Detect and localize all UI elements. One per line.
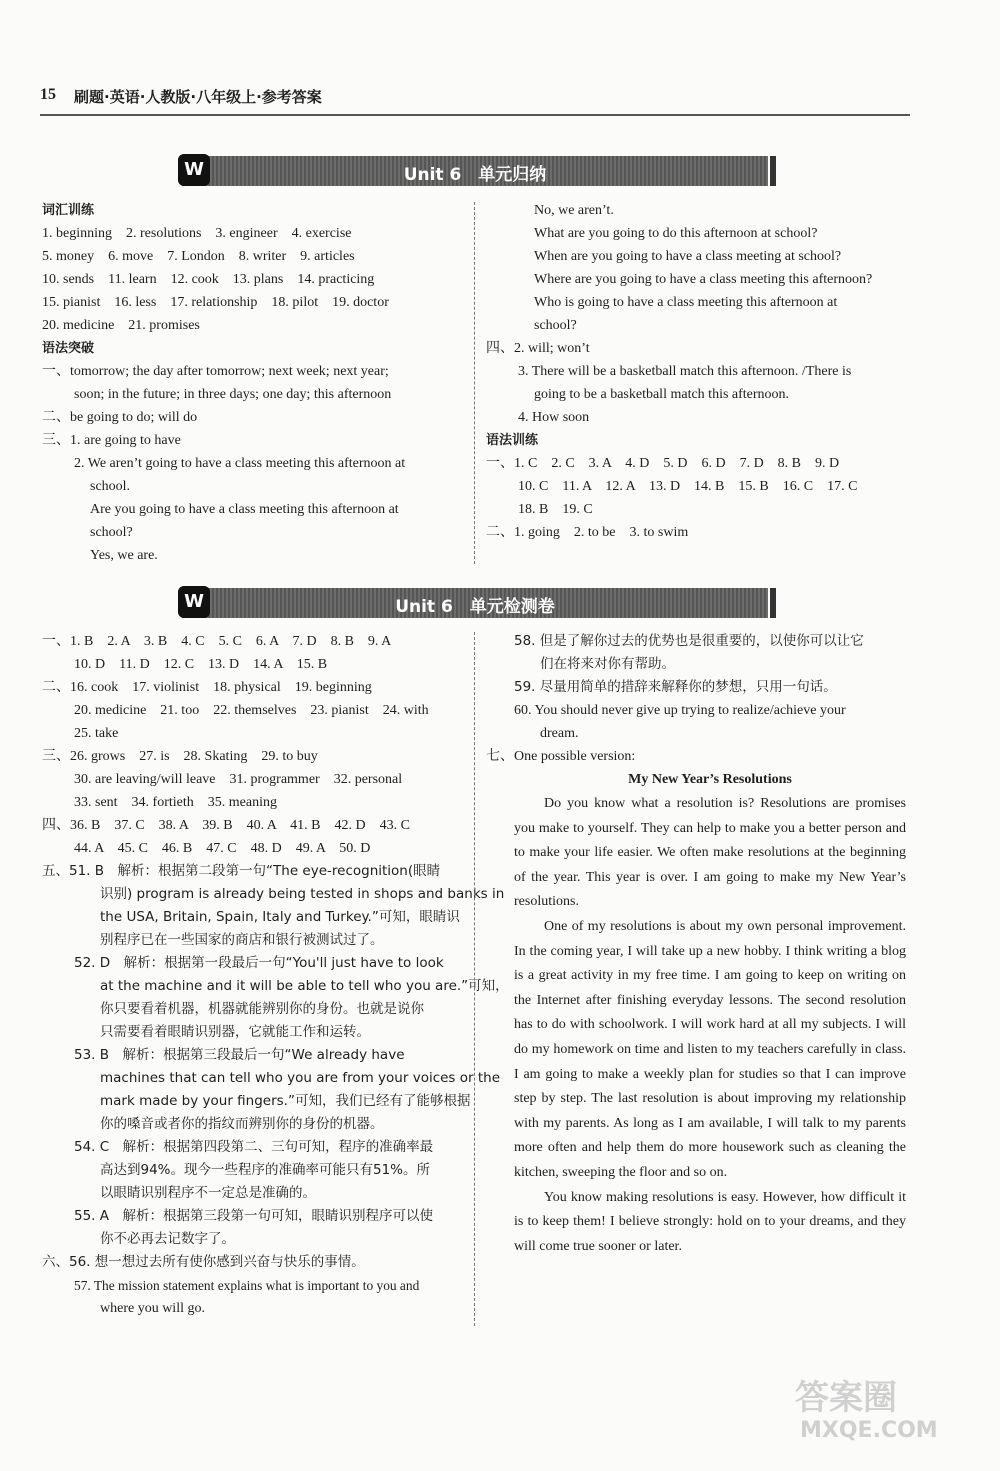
- answer-line: 一、1. C 2. C 3. A 4. D 5. D 6. D 7. D 8. B 9. D: [486, 456, 840, 471]
- answer-line: at the machine and it will be able to tell who you are.”可知，: [100, 978, 509, 994]
- subheading: 语法训练: [486, 433, 539, 448]
- answer-line: 一、tomorrow; the day after tomorrow; next week; next year;: [42, 364, 389, 379]
- summary-left-column: [42, 199, 467, 567]
- answer-line: school?: [90, 525, 133, 540]
- answer-line: mark made by your fingers.”可知，我们已经有了能够根据: [100, 1093, 471, 1109]
- answer-line: 二、1. going 2. to be 3. to swim: [486, 525, 689, 540]
- page-header: [40, 86, 960, 118]
- answer-line: 54. C 解析：根据第四段第二、三句可知，程序的准确率最: [74, 1139, 434, 1155]
- section-title: Unit 6 单元归纳: [403, 165, 547, 185]
- banner-end-bar: [770, 156, 776, 186]
- answer-line: 你只要看着机器，机器就能辨别你的身份。也就是说你: [100, 1001, 424, 1017]
- section-banner-summary: [182, 156, 768, 186]
- answer-line: 一、1. B 2. A 3. B 4. C 5. C 6. A 7. D 8. B 9. A: [42, 634, 392, 649]
- answer-line: school.: [90, 479, 131, 494]
- essay-paragraph: You know making resolutions is easy. However, how difficult it is to keep them! I believe strongly: hold on to your dreams, and they will come true sooner or later.: [514, 1189, 906, 1254]
- answer-line: 15. pianist 16. less 17. relationship 18. pilot 19. doctor: [42, 295, 389, 310]
- answer-line: soon; in the future; in three days; one day; this afternoon: [74, 387, 392, 402]
- page-number: 15: [40, 86, 56, 103]
- answer-line: 你不必再去记数字了。: [100, 1231, 235, 1247]
- subheading: 语法突破: [42, 341, 95, 356]
- answer-line: 1. beginning 2. resolutions 3. engineer 4. exercise: [42, 226, 352, 241]
- answer-line: 10. sends 11. learn 12. cook 13. plans 14. practicing: [42, 272, 375, 287]
- answer-line: 四、2. will; won’t: [486, 341, 590, 356]
- answer-line: 58. 但是了解你过去的优势也是很重要的，以使你可以让它: [514, 633, 864, 649]
- answer-line: Are you going to have a class meeting this afternoon at: [90, 502, 399, 517]
- answer-line: 20. medicine 21. promises: [42, 318, 200, 333]
- answer-line: 57. The mission statement explains what is important to you and: [74, 1278, 420, 1293]
- answer-line: 二、16. cook 17. violinist 18. physical 19. beginning: [42, 680, 372, 695]
- answer-line: 5. money 6. move 7. London 8. writer 9. articles: [42, 249, 355, 264]
- answer-line: 3. There will be a basketball match this afternoon. /There is: [518, 364, 852, 379]
- answer-line: 三、26. grows 27. is 28. Skating 29. to buy: [42, 749, 318, 764]
- answer-line: 59. 尽量用简单的措辞来解释你的梦想，只用一句话。: [514, 679, 837, 695]
- answer-line: 识别) program is already being tested in shops and banks in: [100, 886, 505, 902]
- watermark-logo: 答案圈: [795, 1378, 897, 1418]
- answer-line: Who is going to have a class meeting this afternoon at: [534, 295, 838, 310]
- answer-line: No, we aren’t.: [534, 203, 614, 218]
- answer-line: 以眼睛识别程序不一定总是准确的。: [100, 1185, 316, 1201]
- answer-line: 30. are leaving/will leave 31. programmer 32. personal: [74, 772, 403, 787]
- answer-line: 20. medicine 21. too 22. themselves 23. pianist 24. with: [74, 703, 429, 718]
- answer-line: 七、One possible version:: [486, 749, 636, 764]
- answer-line: where you will go.: [100, 1301, 205, 1316]
- answer-line: Where are you going to have a class meeting this afternoon?: [534, 272, 873, 287]
- answer-line: 高达到94%。现今一些程序的准确率可能只有51%。所: [100, 1162, 431, 1178]
- answer-line: machines that can tell who you are from your voices or the: [100, 1070, 501, 1086]
- answer-line: 你的嗓音或者你的指纹而辨别你的身份的机器。: [100, 1116, 384, 1132]
- answer-line: 53. B 解析：根据第三段最后一句“We already have: [74, 1047, 405, 1063]
- header-rule: [40, 114, 910, 116]
- w-logo-icon: W: [178, 586, 210, 618]
- subheading: 词汇训练: [42, 203, 95, 218]
- answer-line: going to be a basketball match this afternoon.: [534, 387, 790, 402]
- answer-line: 2. We aren’t going to have a class meeting this afternoon at: [74, 456, 406, 471]
- answer-line: 4. How soon: [518, 410, 590, 425]
- summary-right-column: [486, 199, 906, 544]
- answer-line: 五、51. B 解析：根据第二段第一句“The eye-recognition(眼睛: [42, 863, 441, 879]
- essay-title: My New Year’s Resolutions: [628, 772, 792, 787]
- page-title: 刷题·英语·人教版·八年级上·参考答案: [74, 88, 322, 106]
- answer-line: When are you going to have a class meeting at school?: [534, 249, 842, 264]
- answer-line: dream.: [540, 726, 579, 741]
- watermark-url: MXQE.COM: [800, 1418, 938, 1443]
- answer-line: 10. D 11. D 12. C 13. D 14. A 15. B: [74, 657, 328, 672]
- answer-line: 33. sent 34. fortieth 35. meaning: [74, 795, 277, 810]
- answer-line: 52. D 解析：根据第一段最后一句“You'll just have to look: [74, 955, 444, 971]
- column-separator: [474, 202, 475, 564]
- answer-line: school?: [534, 318, 577, 333]
- answer-line: 二、be going to do; will do: [42, 410, 198, 425]
- answer-line: 们在将来对你有帮助。: [540, 656, 675, 672]
- essay-paragraph: Do you know what a resolution is? Resolutions are promises you make to yourself. They can help to make you a better person and to make your life easier. We often make resolutions at the beginning of the year. This year is over. I am going to make my New Year’s resolutions.: [514, 796, 906, 910]
- column-separator: [474, 632, 475, 1326]
- essay-paragraph: One of my resolutions is about my own personal improvement. In the coming year, I will take up a new hobby. I think writing a blog is a great activity in my free time. I am going to keep on writing on the Internet after finishing everyday lessons. The second resolution has to do with schoolwork. I will work hard at all my subjects. I will do my homework on time and listen to my teachers carefully in class. I am going to make a weekly plan for studies so that I can improve step by step. The last resolution is about improving my relationship with my parents. As long as I am available, I will talk to my parents more often and help them do more housework such as cleaning the kitchen, sweeping the floor and so on.: [514, 918, 906, 1180]
- answer-line: 44. A 45. C 46. B 47. C 48. D 49. A 50. D: [74, 841, 371, 856]
- section-title: Unit 6 单元检测卷: [395, 597, 555, 617]
- test-left-column: [42, 630, 509, 1320]
- answer-line: 60. You should never give up trying to realize/achieve your: [514, 703, 846, 718]
- answer-line: 三、1. are going to have: [42, 433, 181, 448]
- answer-line: the USA, Britain, Spain, Italy and Turkey.”可知，眼睛识: [100, 909, 460, 925]
- section-banner-test: [182, 588, 768, 618]
- banner-end-bar: [770, 588, 776, 618]
- w-logo-icon: W: [178, 154, 210, 186]
- answer-line: 10. C 11. A 12. A 13. D 14. B 15. B 16. C 17. C: [518, 479, 858, 494]
- test-right-column: [486, 630, 906, 1259]
- answer-line: 25. take: [74, 726, 119, 741]
- answer-line: What are you going to do this afternoon at school?: [534, 226, 818, 241]
- answer-line: 四、36. B 37. C 38. A 39. B 40. A 41. B 42. D 43. C: [42, 818, 410, 833]
- answer-line: 六、56. 想一想过去所有使你感到兴奋与快乐的事情。: [42, 1254, 365, 1270]
- answer-line: 18. B 19. C: [518, 502, 593, 517]
- answer-line: 55. A 解析：根据第三段第一句可知，眼睛识别程序可以使: [74, 1208, 433, 1224]
- answer-line: 只需要看着眼睛识别器，它就能工作和运转。: [100, 1024, 370, 1040]
- essay: [514, 768, 906, 1259]
- answer-line: Yes, we are.: [90, 548, 158, 563]
- answer-line: 别程序已在一些国家的商店和银行被测试过了。: [100, 932, 384, 948]
